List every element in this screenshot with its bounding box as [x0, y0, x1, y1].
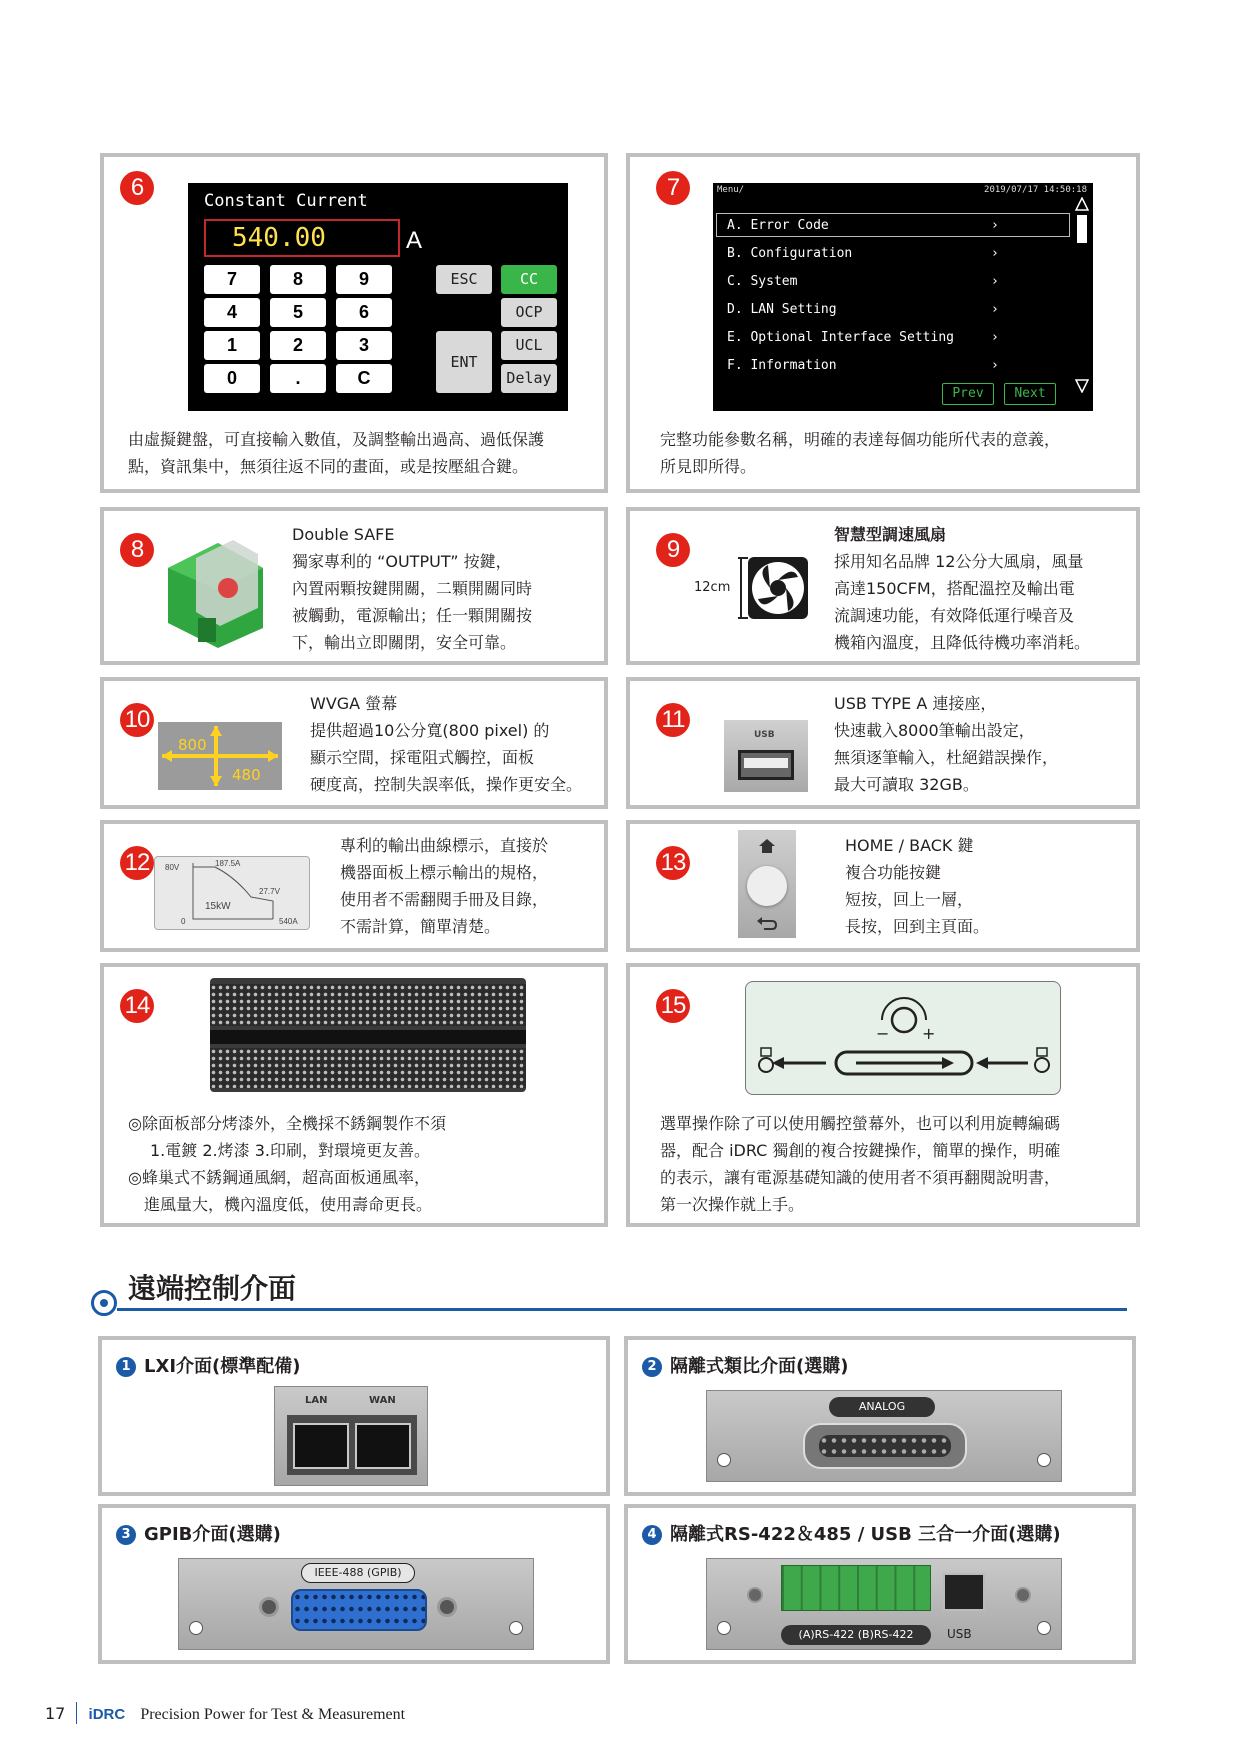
screw-icon [437, 1597, 457, 1617]
footer [45, 1702, 405, 1724]
menu-item-system[interactable]: C. System [727, 274, 798, 289]
screw-icon [259, 1597, 279, 1617]
scroll-down-icon[interactable] [1075, 379, 1089, 393]
back-icon [756, 916, 778, 932]
section-title: 遠端控制介面 [128, 1272, 297, 1305]
brand-logo: iDRC [88, 1706, 126, 1723]
chevron-right-icon: › [991, 218, 999, 233]
panel-14-text: ◎除面板部分烤漆外，全機採不銹鋼製作不須 1.電鍍 2.烤漆 3.印刷，對環境更友善。 ◎蜂巢式不銹鋼通風網，超高面板通風率， 進風量大，機內溫度低，使用壽命更長。 [128, 1114, 446, 1214]
key-3[interactable]: 3 [336, 331, 392, 360]
key-dot[interactable]: . [270, 364, 326, 393]
key-2[interactable]: 2 [270, 331, 326, 360]
wan-port [355, 1423, 411, 1469]
remote-analog-title: 2 隔離式類比介面(選購) [642, 1352, 848, 1378]
panel-6-text: 由虛擬鍵盤，可直接輸入數值，及調整輸出過高、過低保護 點，資訊集中，無須往返不同的畫面，或是按壓組合鍵。 [128, 430, 545, 476]
wvga-illustration [158, 722, 282, 790]
key-5[interactable]: 5 [270, 298, 326, 327]
chevron-right-icon: › [991, 246, 999, 261]
panel-10-badge: 10 [120, 703, 154, 737]
next-button[interactable]: Next [1004, 383, 1056, 405]
fan-size-label: 12cm [694, 580, 731, 595]
panel-7-badge: 7 [656, 171, 690, 205]
chevron-right-icon: › [991, 330, 999, 345]
panel-13-badge: 13 [656, 846, 690, 880]
rs422-usb-connector-plate: (A)RS-422 (B)RS-422 USB [706, 1558, 1062, 1650]
home-icon [758, 838, 776, 854]
keypad-title: Constant Current [204, 191, 368, 211]
screw-icon [1037, 1621, 1051, 1635]
key-4[interactable]: 4 [204, 298, 260, 327]
menu-breadcrumb: Menu/ [717, 185, 745, 195]
ocp-key[interactable]: OCP [501, 298, 557, 327]
delay-key[interactable]: Delay [501, 364, 557, 393]
screw-icon [747, 1587, 763, 1603]
section-divider [117, 1308, 1127, 1311]
analog-connector-plate: ANALOG [706, 1390, 1062, 1482]
usb-b-port [943, 1573, 985, 1611]
panel-11-badge: 11 [656, 703, 690, 737]
panel-14-badge: 14 [120, 989, 154, 1023]
scroll-up-icon[interactable] [1075, 197, 1089, 211]
encoder-illustration [745, 981, 1061, 1095]
screw-icon [717, 1621, 731, 1635]
encoder-plus-label: + [922, 1024, 936, 1043]
panel-11-text: USB TYPE A 連接座， 快速載入8000筆輸出設定， 無須逐筆輸入，杜絕錯誤操作， 最大可讀取 32GB。 [834, 694, 1059, 794]
wvga-width-label: 800 [178, 736, 207, 754]
screw-icon [1037, 1453, 1051, 1467]
lan-wan-ports: LAN WAN [274, 1386, 428, 1486]
key-8[interactable]: 8 [270, 265, 326, 294]
prev-button[interactable]: Prev [942, 383, 994, 405]
key-0[interactable]: 0 [204, 364, 260, 393]
menu-item-optional-interface[interactable]: E. Optional Interface Setting [727, 330, 954, 345]
key-6[interactable]: 6 [336, 298, 392, 327]
screw-icon [1015, 1587, 1031, 1603]
footer-divider [76, 1702, 77, 1724]
panel-9-badge: 9 [656, 533, 690, 567]
db25-connector [803, 1423, 967, 1469]
panel-15-text: 選單操作除了可以使用觸控螢幕外，也可以利用旋轉編碼 器，配合 iDRC 獨創的複合按鍵操作，簡單的操作，明確 的表示，讓有電源基礎知識的使用者不須再翻閱說明書， 第一次操作就上手。 [660, 1114, 1061, 1214]
menu-item-lan-setting[interactable]: D. LAN Setting [727, 302, 837, 317]
encoder-minus-label: − [876, 1024, 890, 1043]
key-1[interactable]: 1 [204, 331, 260, 360]
scrollbar-thumb[interactable] [1077, 215, 1087, 243]
lan-port [293, 1423, 349, 1469]
panel-13-text: HOME / BACK 鍵 複合功能按鍵 短按，回上一層， 長按，回到主頁面。 [845, 836, 990, 936]
fan-icon [738, 555, 810, 621]
keypad-screen [188, 183, 568, 411]
ucl-key[interactable]: UCL [501, 331, 557, 360]
panel-9-text: 智慧型調速風扇 採用知名品牌 12公分大風扇，風量 高達150CFM，搭配溫控及輸出電 流調速功能，有效降低運行噪音及 機箱內溫度，且降低待機功率消耗。 [834, 525, 1091, 652]
chevron-right-icon: › [991, 358, 999, 373]
menu-item-error-code[interactable]: A. Error Code [727, 218, 829, 233]
remote-gpib-title: 3 GPIB介面(選購) [116, 1520, 281, 1546]
cc-key[interactable]: CC [501, 265, 557, 294]
ent-key[interactable]: ENT [436, 331, 492, 393]
gpib-connector-plate: IEEE-488 (GPIB) [178, 1558, 534, 1650]
panel-10-text: WVGA 螢幕 提供超過10公分寬(800 pixel) 的 顯示空間，採電阻式觸控，面板 硬度高，控制失誤率低，操作更安全。 [310, 694, 583, 794]
chevron-right-icon: › [991, 302, 999, 317]
chevron-right-icon: › [991, 274, 999, 289]
panel-15-badge: 15 [656, 989, 690, 1023]
footer-tagline: Precision Power for Test & Measurement [140, 1706, 406, 1723]
terminal-block [781, 1565, 931, 1611]
usb-port-label: USB [754, 730, 775, 740]
keypad-value-field[interactable]: 540.00 [204, 219, 400, 257]
page-number: 17 [45, 1704, 66, 1723]
panel-7-text: 完整功能參數名稱，明確的表達每個功能所代表的意義， 所見即所得。 [660, 430, 1061, 476]
home-back-key [738, 830, 796, 938]
keypad-unit: A [406, 227, 423, 254]
key-7[interactable]: 7 [204, 265, 260, 294]
menu-datetime: 2019/07/17 14:50:18 [984, 185, 1087, 195]
panel-6-badge: 6 [120, 171, 154, 205]
screw-icon [717, 1453, 731, 1467]
esc-key[interactable]: ESC [436, 265, 492, 294]
screw-icon [509, 1621, 523, 1635]
vent-mesh-illustration [210, 978, 526, 1092]
output-button-illustration [158, 528, 268, 650]
wvga-height-label: 480 [232, 766, 261, 784]
key-clear[interactable]: C [336, 364, 392, 393]
usb-port-illustration [724, 720, 808, 792]
menu-item-configuration[interactable]: B. Configuration [727, 246, 853, 261]
output-curve-label: 80V 187.5A 15kW 27.7V 0 540A [154, 856, 310, 930]
menu-screen [713, 183, 1093, 411]
panel-8-text: Double SAFE 獨家專利的 “OUTPUT” 按鍵， 內置兩顆按鍵開關，二顆開關同時 被觸動，電源輸出；任一顆開關按 下，輸出立即關閉，安全可靠。 [292, 525, 533, 652]
key-9[interactable]: 9 [336, 265, 392, 294]
panel-12-text: 專利的輸出曲線標示，直接於 機器面板上標示輸出的規格， 使用者不需翻閱手冊及目錄， 不需計算，簡單清楚。 [340, 836, 549, 936]
gpib-connector [291, 1589, 427, 1631]
remote-lxi-title: 1 LXI介面(標準配備) [116, 1352, 301, 1378]
home-back-button[interactable] [747, 866, 787, 906]
section-bullet-icon [91, 1290, 117, 1316]
menu-item-information[interactable]: F. Information [727, 358, 837, 373]
panel-12-badge: 12 [120, 846, 154, 880]
screw-icon [189, 1621, 203, 1635]
panel-8-badge: 8 [120, 533, 154, 567]
remote-rs422-title: 4 隔離式RS-422＆485 / USB 三合一介面(選購) [642, 1520, 1061, 1546]
